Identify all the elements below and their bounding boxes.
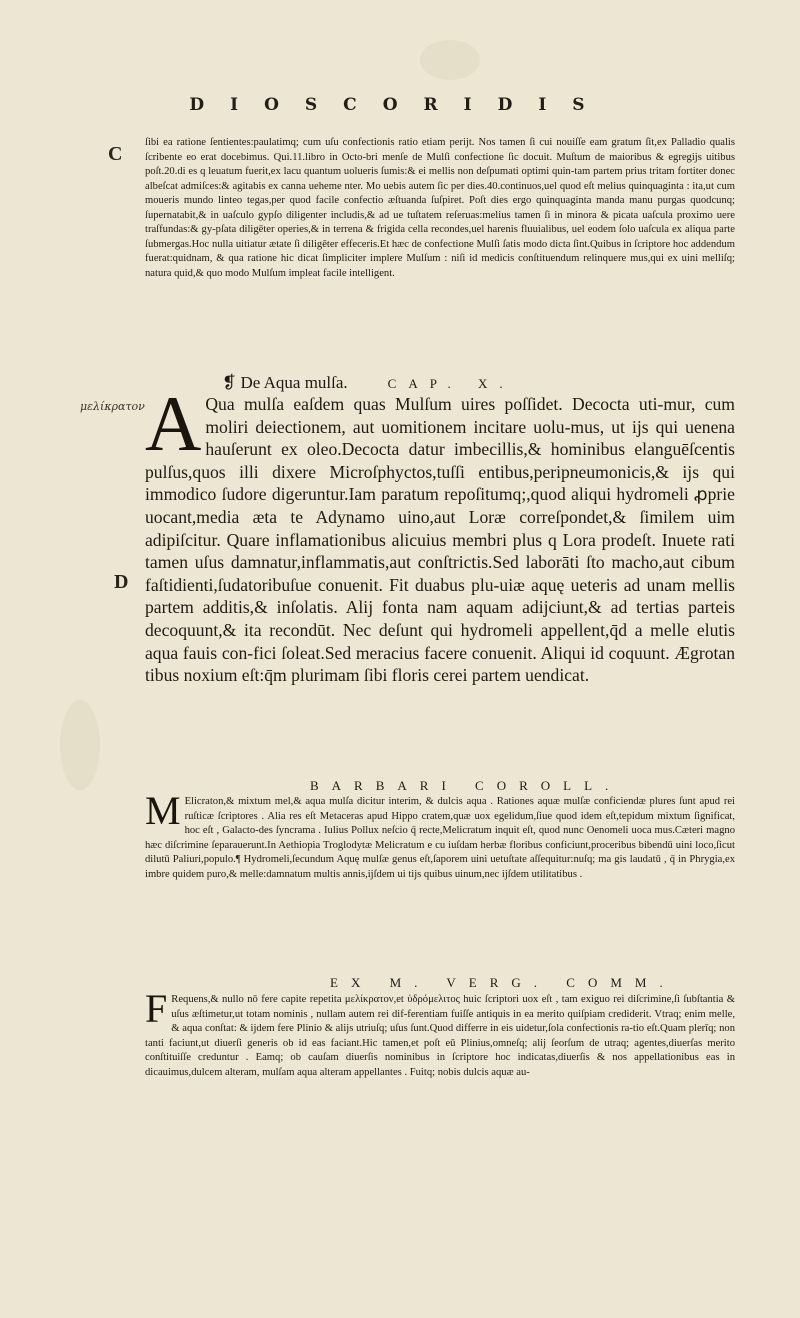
barbari-drop-cap: M: [145, 795, 181, 833]
chapter-text: [145, 393, 735, 776]
exverg-text: Requens,& nullo nō fere capite repetita μελίκρατον,et ὑδρόμελιτος huic ſcriptori uox eſt , tam exiguo rei diſcrimine,ſi ſubſtantia & uſus æſtimetur,ut totam nominis , nullam autem rei dif-ferentiam fuiſſe antiquis in ea merito quiſpiam crediderit. Vtraq; enim melle, & aqua conſtat: & ijdem fere Plinio & alijs utriuſq; uſus ſunt.Quod differre in eis uidetur,ſola confectionis ra-tio eſt.Quam plerīq; non tanti faciunt,ut diuerſi generis ob id eas faciant.Hic tamen,et poſt eū Plinius,omneſq; alij ſeorſum de utraq; agentes,diuerſas merito conſtituiſſe creduntur . Eamq; ob cauſam diuerſis nominibus in ſcriptore hoc indicatas,diuerſis & nos appellationibus eas in dicauimus,dulcem alteram, mulſam aqua alteram appellantes . Fuitq; nobis dulcis aquæ au-: [145, 994, 735, 1078]
barbari-text: Elicraton,& mixtum mel,& aqua mulſa dicitur interim, & dulcis aqua . Rationes aquæ mulſæ conficiendæ plures ſunt apud rei ruſticæ ſcriptores . Alia res eſt Metaceras apud Hippo cratem,quæ uox egelidum,ſiue quod idem eſt,tepidum mixtum ſignificat, hoc eſt , Galacto-des ſyncrama . Iulius Pollux neſcio q̄ recte,Melicratum inquit eſt, quod nunc Oenomeli uoca mus.Cæteri magno hæc diſcrimine ſeparauerunt.In Aethiopia Troglodytæ Melicratum e cu iuſdam herbæ floribus conficiunt,proceribus bibendū uini loco,ſicut dilutū Paliuri,populo.¶ Hydromeli,ſecundum Aquę mulſæ genus eſt,ſaporem uini uetuſtate aſſequitur:nuſq; ma gis laudatū , q̄ in Phrygia,ex imbre quidem puro,& melle:damnatum multis annis,ijſdem ui tijs quibus uinum,nec ijſdem utilitatibus .: [145, 796, 735, 880]
chapter-heading: [222, 372, 742, 395]
intro-paragraph: ſibi ea ratione ſentientes:paulatimq; cum uſu confectionis ratio etiam perijt. Nos tamen ſi cui nouiſſe eam gratum ſit,ex Palladio qualis ſcribente eo erat docebimus. Qui.11.libro in Octo-bri menſe de Mulſi confectione ſic docuit. Muſtum de maioribus & egregijs uitibus poſt.20.di es q leuatum fuerit,ex lacu quantum uolueris ſumis:& ei mellis non deſpumati optimi quin-tam partem prius tritam fortiter donec albeſcat admiſces:& agitabis ex canna ueheme nter. Mo uebis autem ſic per dies.40.continuos,uel quod eſt melius quinquaginta : ita,ut cum moueris mundo linteo tegas,per quod facile confectio æſtuanda ſuſpiret. Poſt dies ergo quinquaginta manda manu purgas quodcunq; ſupernatabit,& in uaſculo gypſo diligenter includis,& ad ue tuſtatem reſeruas:melius tamen ſi in minora & picata uaſcula proximo uere traſfundas:& gy-pſata diligēter operies,& in terrena & frigida cella recondes,uel harenis fluuialibus, uel eodem ſolo uaſcula ex aliqua parte ſubmergas.Hoc nulla uitiatur ætate ſi diligēter effeceris.Et hæc de confectione Mulſi ſatis modo dicta ſint.Quibus in ſcriptore hoc addendum fuerat:quidnam, & qua ratione hic dicat ſimpliciter implere Mulſum : niſi id medicis conſtituendum relinquere mus,qui ex uini melliſq; natura quid,& quo modo Mulſum impleat facile intelligent.: [145, 137, 735, 279]
paper-stain: [60, 700, 100, 790]
exverg-drop-cap: F: [145, 993, 168, 1031]
margin-letter-d: D: [114, 571, 129, 593]
chapter-drop-cap: A: [145, 393, 202, 467]
exverg-section: [145, 993, 735, 1173]
chapter-title: De Aqua mulſa.: [240, 373, 348, 392]
chapter-number: CAP. X.: [387, 376, 515, 391]
margin-letter-c: C: [108, 143, 123, 165]
running-head: DIOSCORIDIS: [189, 95, 611, 115]
paper-stain: [420, 40, 480, 80]
barbari-title: BARBARI COROLL.: [310, 778, 622, 793]
chapter-body: Qua mulſa eaſdem quas Mulſum uires poſſidet. Decocta uti-mur, cum moliri deiectionem, aut uomitionem incitare uolu-mus, ut ijs qui uenena hauſerunt ex oleo.Decocta datur imbecillis,& hominibus elanguēſcentis pulſus,quos illi dixere Microſphyctos,tuſſi entibus,peripneumonicis,& ijs qui immodico ſudore digeruntur.Iam paratum repoſitumq;,quod aliqui hydromeli ꝓprie uocant,media æta te Adynamo uino,aut Loræ correſpondet,& ſimilem uim adipiſcitur. Quare inflamationibus alicuius membri plus q Lora prodeſt. Inuete rati tamen uſus damnatur,inflammatis,aut conſtrictis.Sed laborāti ſto macho,aut cibum faſtidienti,ſudatoribuſue conuenit. Fit duabus plu-uiæ aquę ueteris ad unam mellis partem additis,& inſolatis. Alij fonta nam aquam adijciunt,& ad tertias parteis decoquunt,& ita recondūt. Nec deſunt qui hydromeli appellent,q̄d a melle elutis aqua fauis con-fici ſoleat.Sed meracius facere conuenit. Aliqui id coquunt. Ægrotan tibus noxium eſt:q̄m plurimam ſibi floris cerei partem uendicat.: [145, 394, 735, 686]
chapter-heading-symbol: ❡: [222, 373, 241, 392]
exverg-title: EX M. VERG. COMM.: [330, 975, 676, 990]
margin-greek-note: μελίκρατον: [80, 400, 145, 413]
barbari-section: [145, 795, 735, 971]
